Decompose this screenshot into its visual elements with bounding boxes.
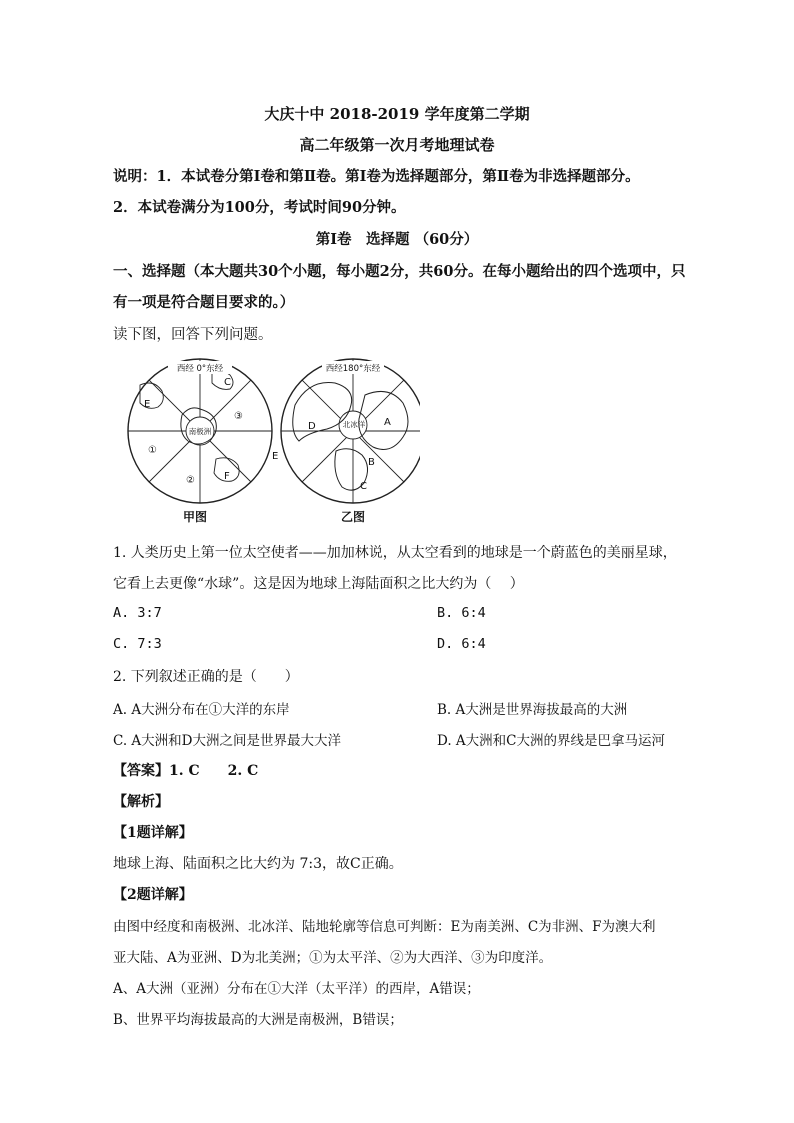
- exam-subtitle: 高二年级第一次月考地理试卷: [299, 136, 495, 154]
- map-yi-label-e: E: [272, 451, 279, 462]
- analysis-heading: 【解析】: [113, 794, 169, 810]
- map-jia: [128, 359, 272, 503]
- map-yi-label-c: C: [360, 481, 367, 492]
- question-1-option-c: C. 7:3: [113, 636, 162, 652]
- q2-detail-text-1: 由图中经度和南极洲、北冰洋、陆地轮廓等信息可判断：E为南美洲、C为非洲、F为澳大利: [113, 919, 656, 935]
- question-1-option-b: B. 6:4: [437, 605, 486, 621]
- q1-detail-text: 地球上海、陆面积之比大约为 7:3，故C正确。: [113, 856, 403, 872]
- section-instruction-2: 有一项是符合题目要求的。）: [113, 294, 295, 311]
- map-yi-label-b: B: [368, 457, 375, 468]
- section-heading: 第Ⅰ卷 选择题 （60分）: [315, 231, 479, 248]
- question-1-stem-line-1: 1. 人类历史上第一位太空使者——加加林说，从太空看到的地球是一个蔚蓝色的美丽星球，: [113, 545, 677, 561]
- map-jia-label-f: F: [224, 471, 230, 482]
- instructions-line-2: 2．本试卷满分为100分，考试时间90分钟。: [113, 199, 406, 216]
- map-yi-center-label: 北冰洋: [342, 420, 366, 429]
- map-jia-label-2: ②: [186, 475, 195, 486]
- map-yi-caption: 乙图: [341, 510, 366, 524]
- question-2-stem: 2. 下列叙述正确的是（ ）: [113, 669, 299, 685]
- q2-detail-text-4: B、世界平均海拔最高的大洲是南极洲，B错误；: [113, 1012, 403, 1028]
- answer-line: 【答案】1. C 2. C: [113, 763, 259, 779]
- reading-prompt: 读下图，回答下列问题。: [113, 327, 273, 343]
- map-yi: [272, 359, 420, 503]
- map-jia-caption: 甲图: [183, 510, 208, 524]
- question-2-option-a: A. A大洲分布在①大洋的东岸: [113, 702, 290, 718]
- q2-detail-heading: 【2题详解】: [113, 887, 193, 903]
- question-1-option-d: D. 6:4: [437, 636, 486, 652]
- section-instruction-1: 一、选择题（本大题共30个小题，每小题2分，共60分。在每小题给出的四个选项中，只: [113, 263, 686, 280]
- map-yi-top-label: 西经180°东经: [325, 364, 381, 374]
- q2-detail-text-2: 亚大陆、A为亚洲、D为北美洲；①为太平洋、②为大西洋、③为印度洋。: [113, 950, 553, 966]
- q2-detail-text-3: A、A大洲（亚洲）分布在①大洋（太平洋）的西岸，A错误；: [113, 981, 480, 997]
- q1-detail-heading: 【1题详解】: [113, 825, 193, 841]
- map-jia-top-label: 西经 0°东经: [176, 364, 224, 374]
- question-2-option-b: B. A大洲是世界海拔最高的大洲: [437, 702, 628, 718]
- question-1-option-a: A. 3:7: [113, 605, 162, 621]
- map-yi-label-a: A: [384, 417, 391, 428]
- question-2-option-c: C. A大洲和D大洲之间是世界最大大洋: [113, 733, 342, 749]
- question-1-stem-line-2: 它看上去更像“水球”。这是因为地球上海陆面积之比大约为（ ）: [113, 576, 524, 592]
- map-jia-center-label: 南极洲: [188, 427, 212, 436]
- instructions-line-1: 说明：1．本试卷分第Ⅰ卷和第Ⅱ卷。第Ⅰ卷为选择题部分，第Ⅱ卷为非选择题部分。: [113, 168, 640, 185]
- question-2-option-d: D. A大洲和C大洲的界线是巴拿马运河: [437, 733, 666, 749]
- map-yi-label-d: D: [308, 421, 316, 432]
- polar-maps-figure: [120, 355, 420, 515]
- map-jia-label-e: E: [144, 399, 151, 410]
- map-jia-label-c: C: [224, 377, 231, 388]
- map-jia-label-3: ③: [234, 411, 243, 422]
- exam-title: 大庆十中 2018-2019 学年度第二学期: [264, 105, 530, 123]
- map-jia-label-1: ①: [148, 445, 157, 456]
